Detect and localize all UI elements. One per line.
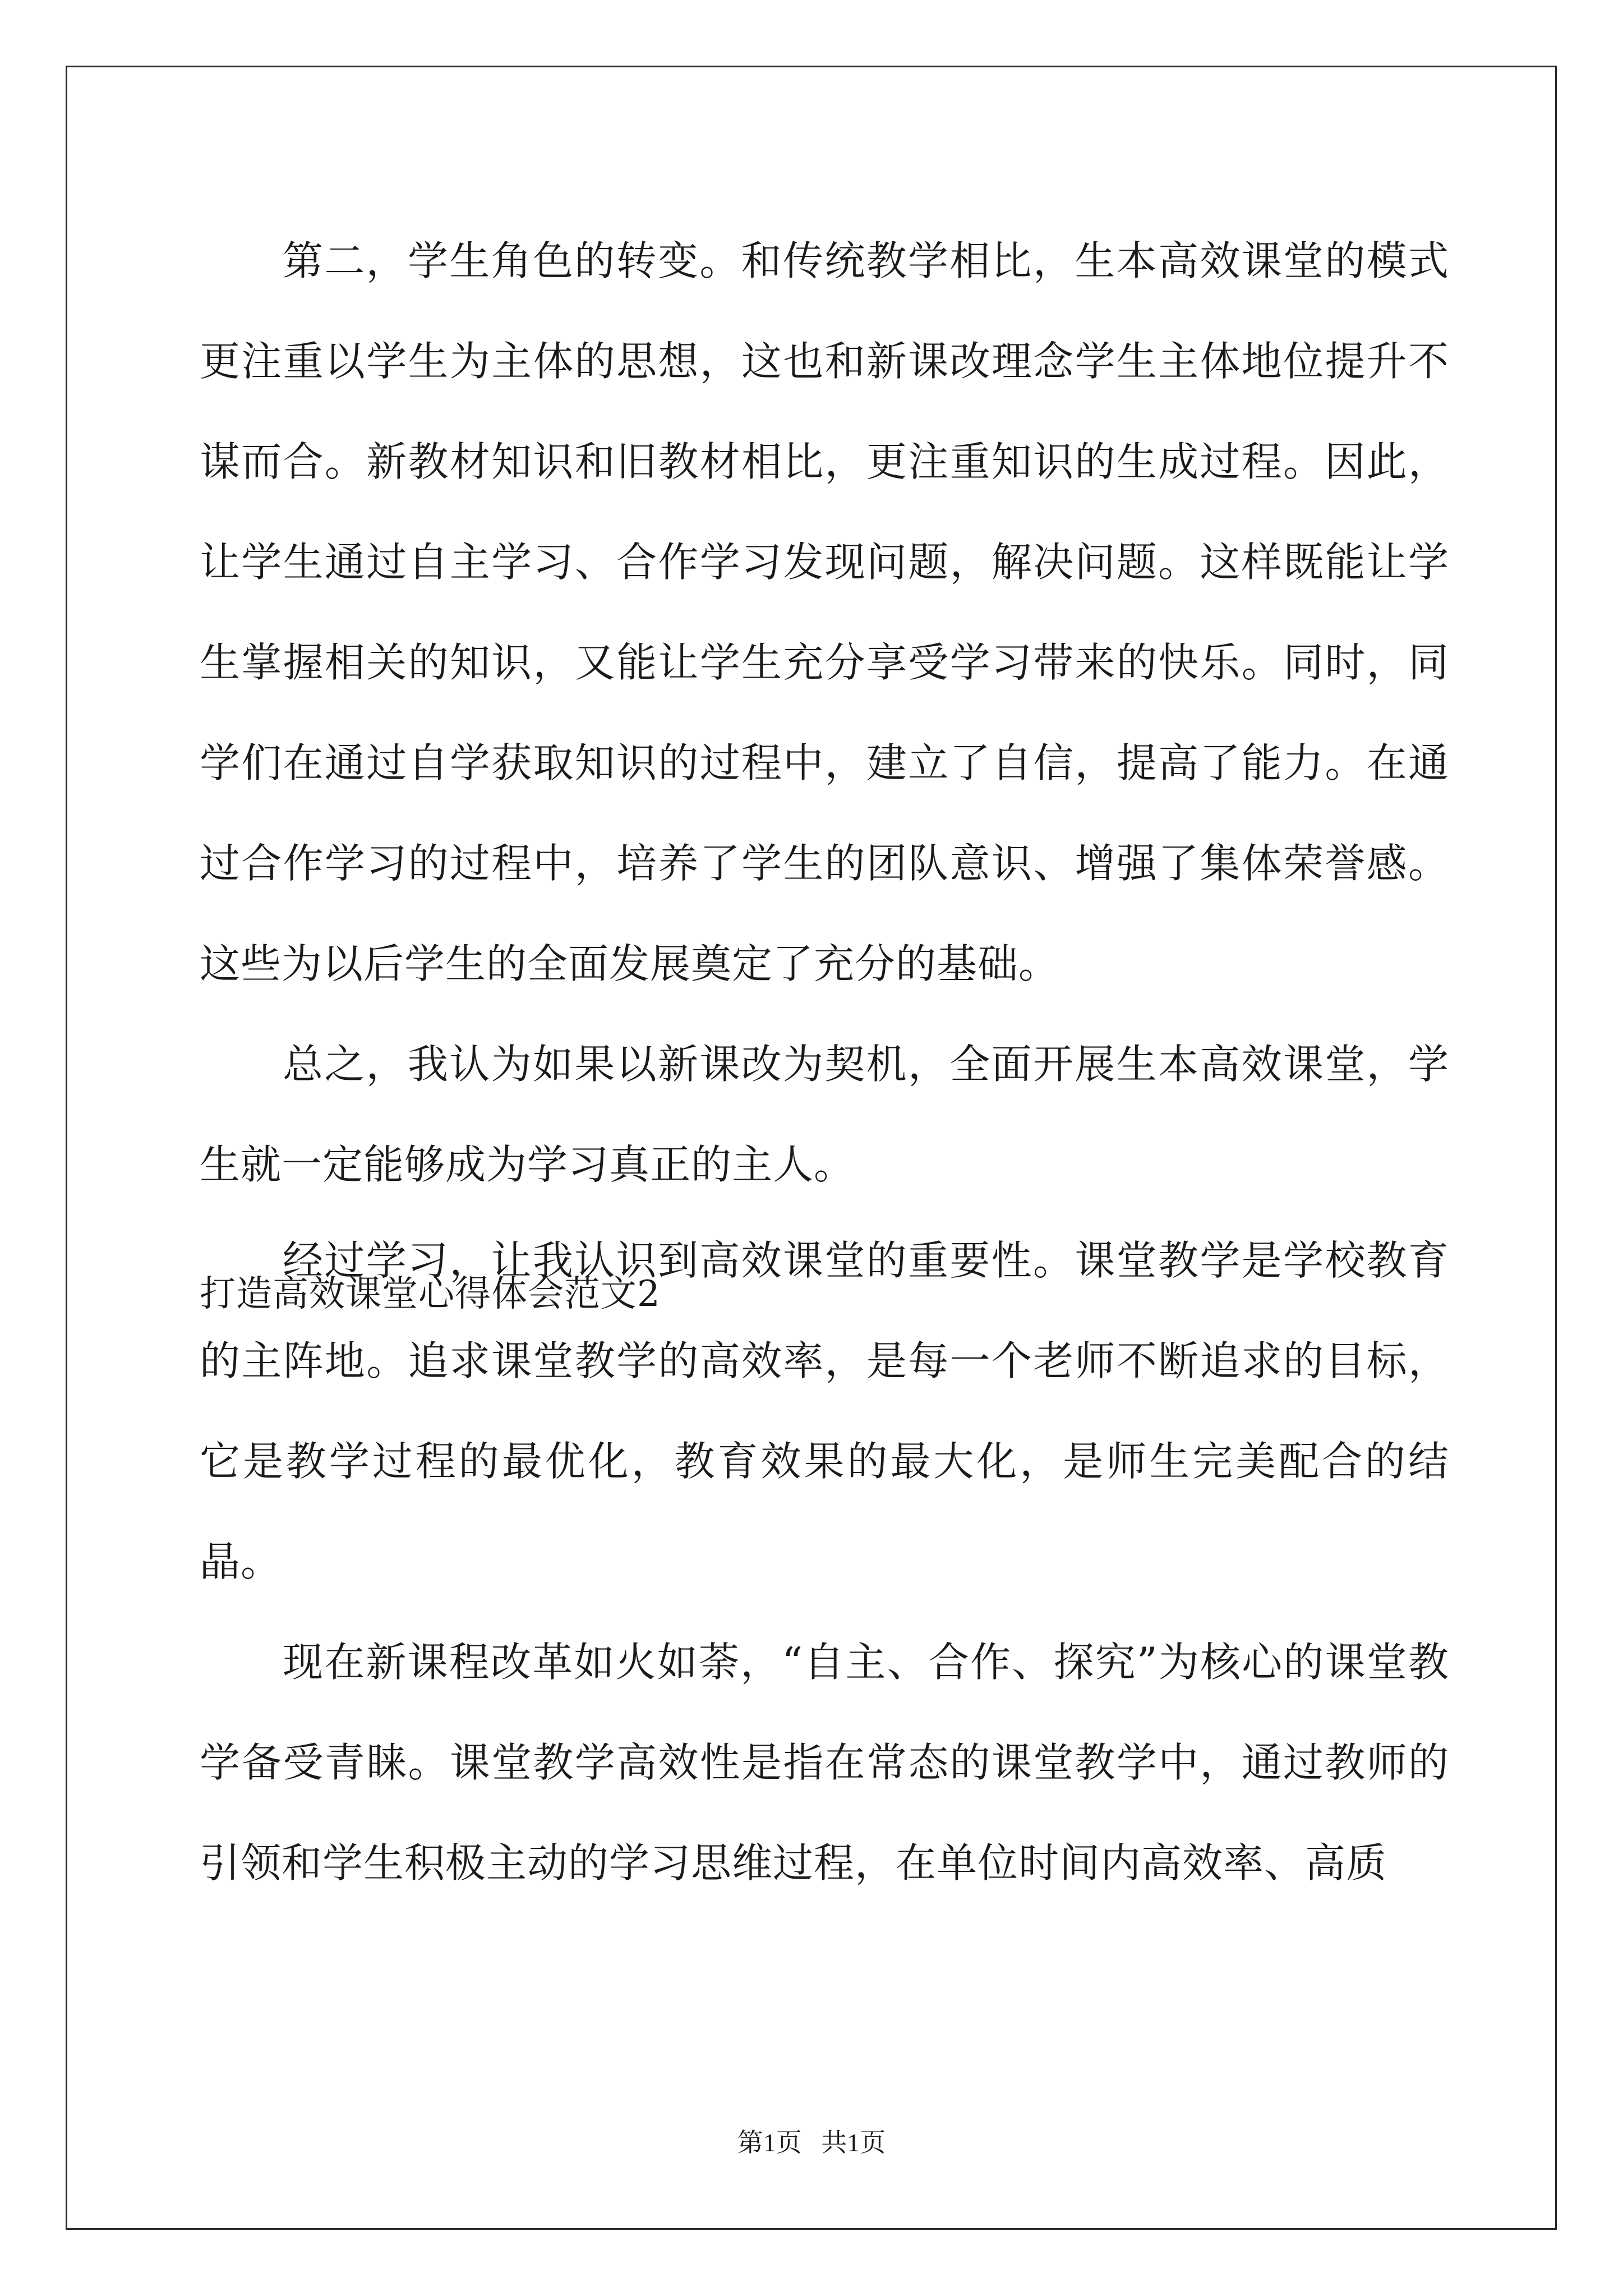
paragraph-conclusion: 总之，我认为如果以新课改为契机，全面开展生本高效课堂，学生就一定能够成为学习真正的主人。 bbox=[200, 1041, 1449, 1188]
paragraph-curriculum-reform: 现在新课程改革如火如荼，“自主、合作、探究”为核心的课堂教学备受青睐。课堂教学高效性是指在常态的课堂教学中，通过教师的引领和学生积极主动的学习思维过程，在单位时间内高效率、高质 bbox=[200, 1639, 1449, 1887]
page-total: 共1页 bbox=[821, 2128, 886, 2157]
section-heading: 打造高效课堂心得体会范文2 bbox=[200, 1273, 661, 1315]
paragraph-importance: 经过学习，让我认识到高效课堂的重要性。课堂教学是学校教育的主阵地。追求课堂教学的高效率，是每一个老师不断追求的目标，它是教学过程的最优化，教育效果的最大化，是师生完美配合的结晶。 bbox=[200, 1237, 1449, 1585]
page-footer bbox=[0, 2127, 1623, 2159]
body-text-top bbox=[200, 211, 1449, 1215]
body-text-bottom bbox=[200, 1211, 1449, 1913]
paragraph-student-role: 第二，学生角色的转变。和传统教学相比，生本高效课堂的模式更注重以学生为主体的思想，这也和新课改理念学生主体地位提升不谋而合。新教材知识和旧教材相比，更注重知识的生成过程。因此，让学生通过自主学习、合作学习发现问题，解决问题。这样既能让学生掌握相关的知识，又能让学生充分享受学习带来的快乐。同时，同学们在通过自学获取知识的过程中，建立了自信，提高了能力。在通过合作学习的过程中，培养了学生的团队意识、增强了集体荣誉感。这些为以后学生的全面发展奠定了充分的基础。 bbox=[200, 237, 1449, 987]
page-number: 第1页 bbox=[737, 2128, 802, 2157]
